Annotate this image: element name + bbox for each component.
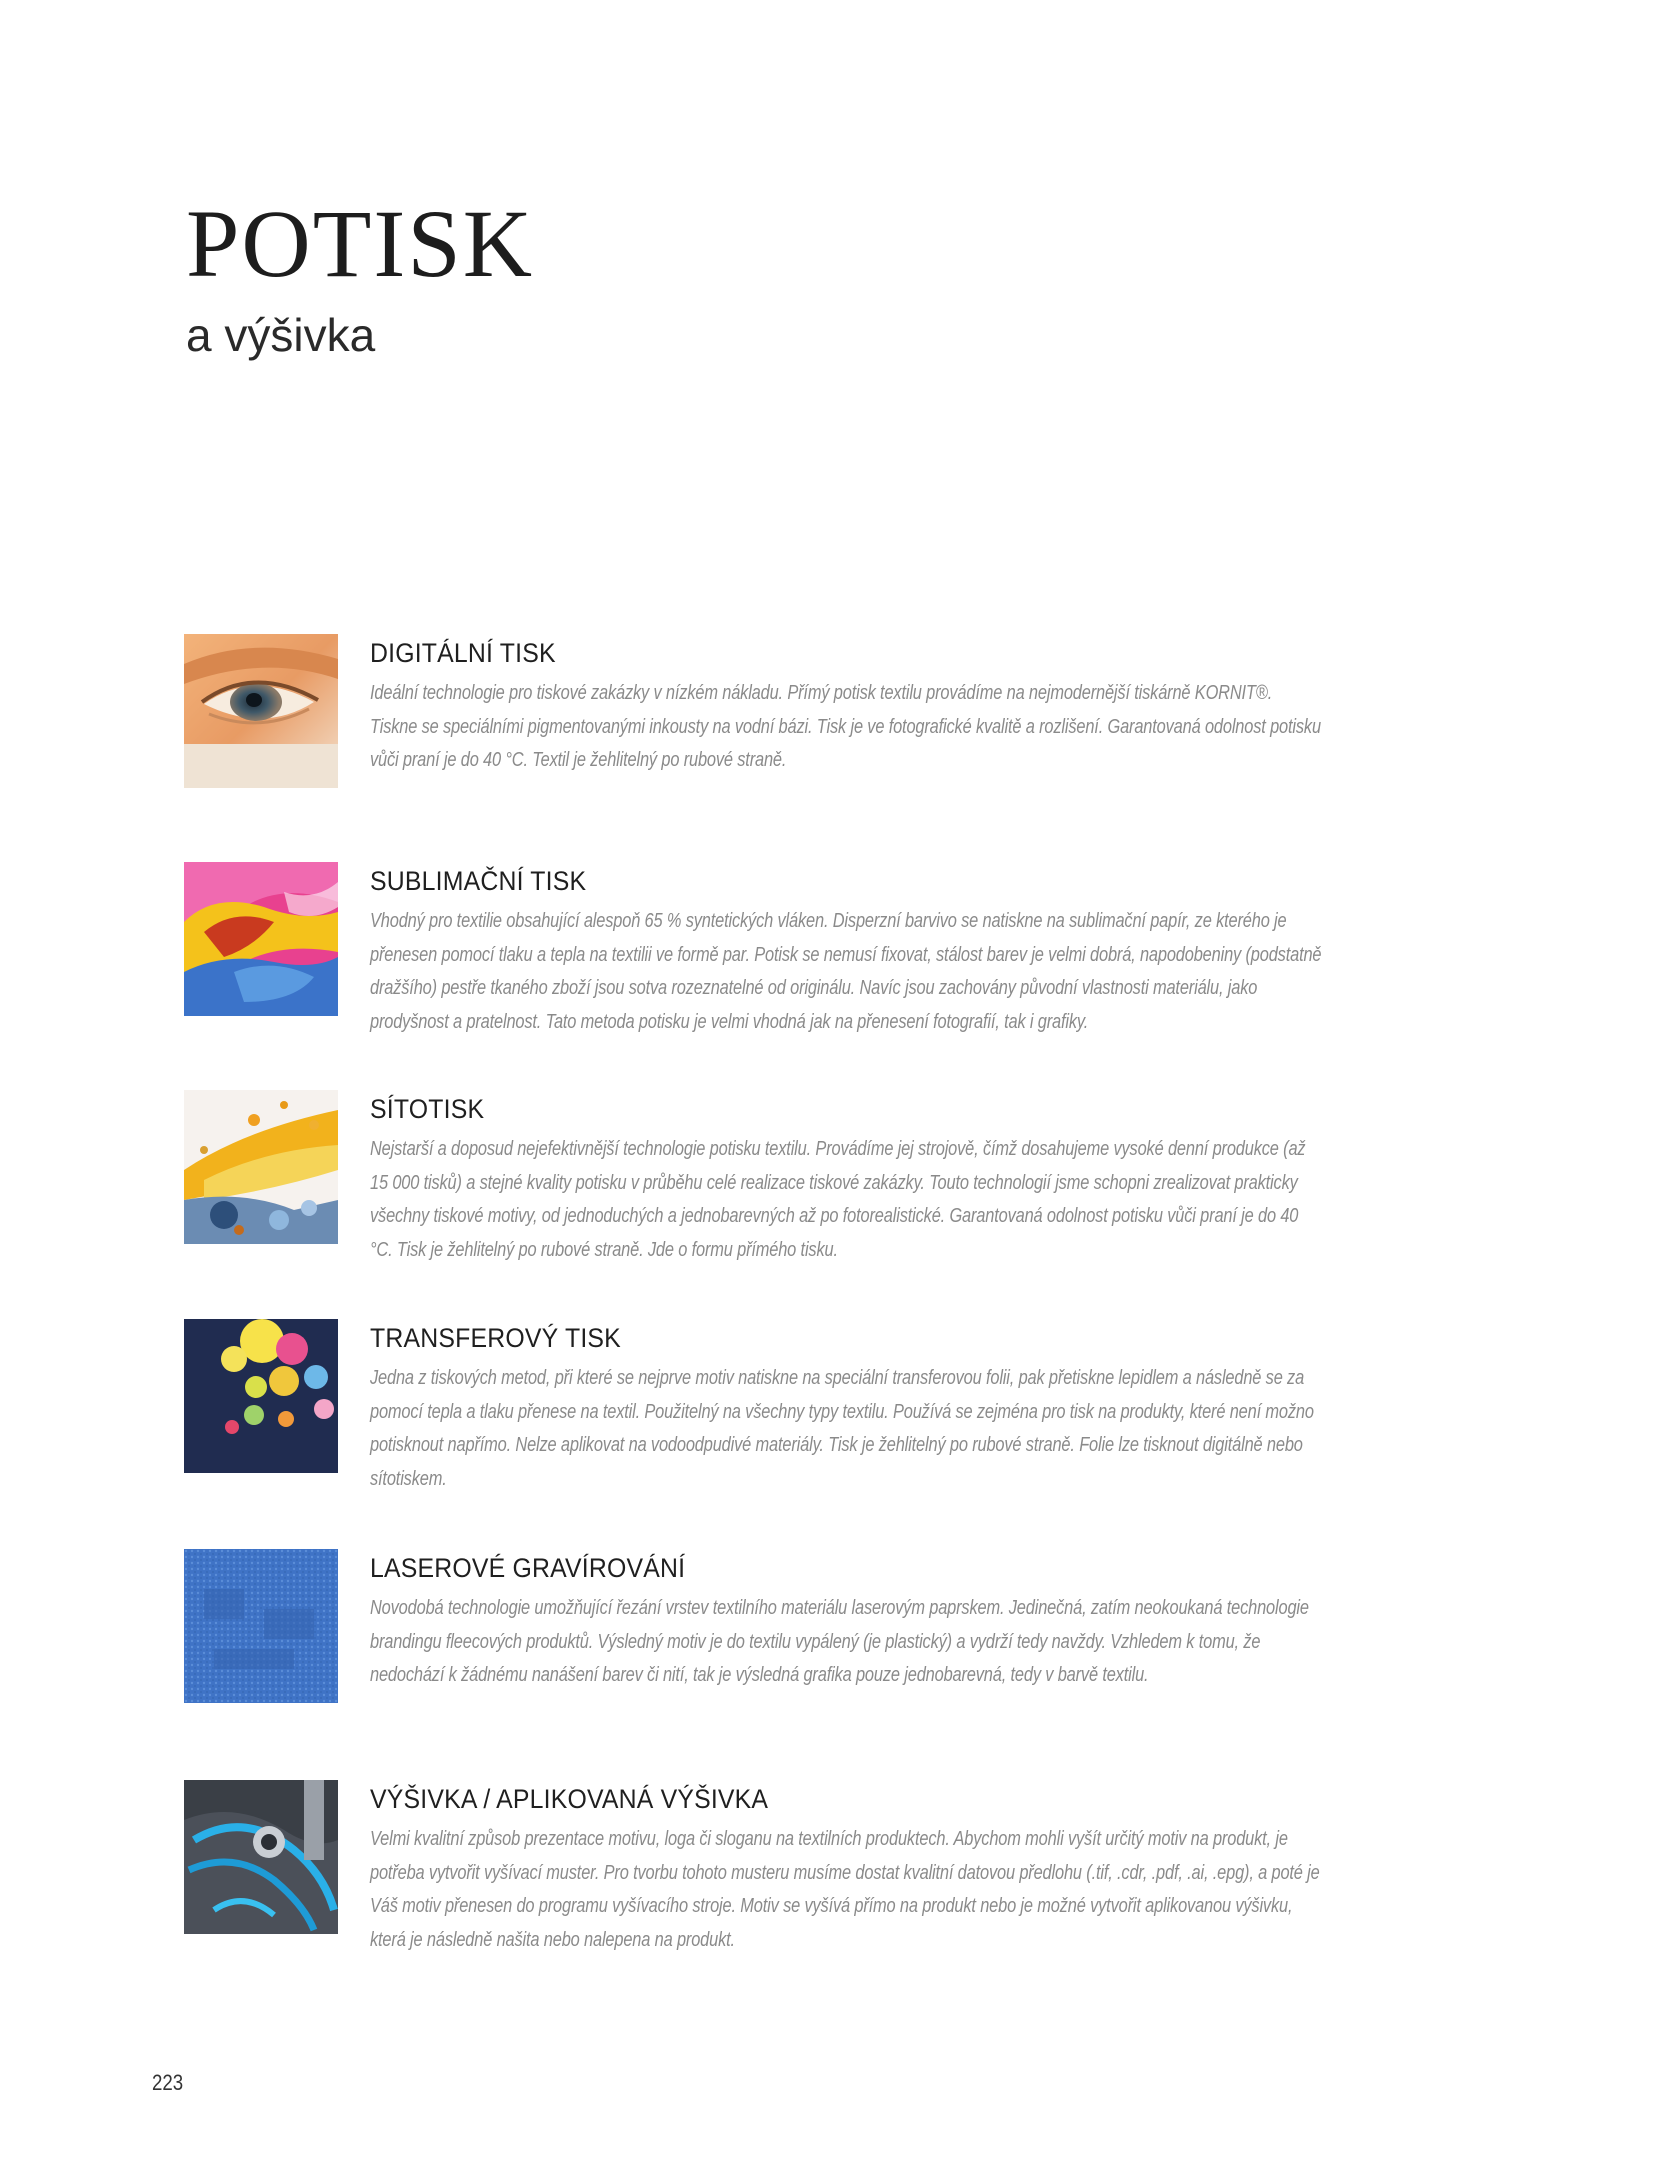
laser-engraving-photo-icon [184, 1549, 338, 1703]
section-heading: LASEROVÉ GRAVÍROVÁNÍ [370, 1553, 686, 1583]
section-heading: SÍTOTISK [370, 1094, 485, 1124]
section-sublimation-print [184, 862, 1474, 1033]
section-transfer-print [184, 1319, 1474, 1490]
section-heading: DIGITÁLNÍ TISK [370, 638, 556, 668]
page-number: 223 [152, 2070, 184, 2095]
sublimation-print-photo-icon [184, 862, 338, 1016]
eye-closeup-photo-icon [184, 634, 338, 788]
embroidery-machine-photo-icon [184, 1780, 338, 1934]
section-screen-print [184, 1090, 1474, 1261]
transfer-print-photo-icon [184, 1319, 338, 1473]
section-heading: VÝŠIVKA / APLIKOVANÁ VÝŠIVKA [370, 1784, 769, 1814]
section-heading: TRANSFEROVÝ TISK [370, 1323, 621, 1353]
section-laser-engraving [184, 1549, 1474, 1709]
page-title: POTISK [186, 190, 535, 297]
section-embroidery [184, 1780, 1474, 1951]
section-text: Jedna z tiskových metod, při které se nejprve motiv natiskne na speciální transferovou folii, pak přetiskne lepidlem a následně se za pomocí tepla a tlaku přenese na textil. Použitelný na všechny typy textilu. Používá se zejména pro tisk na produkty, které není možno potisknout napřímo. Nelze aplikovat na vodoodpudivé materiály. Tisk je žehlitelný po rubové straně. Folie lze tisknout digitálně nebo sítotiskem. [370, 1366, 1314, 1490]
screen-print-photo-icon [184, 1090, 338, 1244]
page-subtitle: a výšivka [186, 309, 376, 361]
section-text: Vhodný pro textilie obsahující alespoň 65 % syntetických vláken. Disperzní barvivo se natiskne na sublimační papír, ze kterého je přenesen pomocí tlaku a tepla na textilii ve formě par. Potisk se nemusí fixovat, stálost barev je velmi dobrá, napodobeniny (podstatně dražšího) pestře tkaného zboží jsou sotva rozeznatelné od originálu. Navíc jsou zachovány původní vlastnosti materiálu, jako prodyšnost a pratelnost. Tato metoda potisku je velmi vhodná jak na přenesení fotografií, tak i grafiky. [370, 909, 1322, 1033]
section-text: Novodobá technologie umožňující řezání vrstev textilního materiálu laserovým paprskem. Jedinečná, zatím neokoukaná technologie brandingu fleecových produktů. Výsledný motiv je do textilu vypálený (je plastický) a vydrží tedy navždy. Vzhledem k tomu, že nedochází k žádnému nanášení barev či nití, tak je výsledná grafika pouze jednobarevná, tedy v barvě textilu. [370, 1596, 1309, 1686]
section-digital-print [184, 634, 1474, 794]
section-text: Nejstarší a doposud nejefektivnější technologie potisku textilu. Provádíme jej strojově, čímž dosahujeme vysoké denní produkce (až 15 000 tisků) a stejné kvality potisku v průběhu celé realizace tiskové zakázky. Touto technologií jsme schopni zrealizovat prakticky všechny tiskové motivy, od jednoduchých a jednobarevných až po fotorealistické. Garantovaná odolnost potisku vůči praní je do 40 °C. Tisk je žehlitelný po rubové straně. Jde o formu přímého tisku. [370, 1137, 1306, 1261]
section-text: Velmi kvalitní způsob prezentace motivu, loga či sloganu na textilních produktech. Abychom mohli vyšít určitý motiv na produkt, je potřeba vytvořit vyšívací muster. Pro tvorbu tohoto musteru musíme dostat kvalitní datovou předlohu (.tif, .cdr, .pdf, .ai, .epg), a poté je Váš motiv přenesen do programu vyšívacího stroje. Motiv se vyšívá přímo na produkt nebo je možné vytvořit aplikovanou výšivku, která je následně našita nebo nalepena na produkt. [370, 1827, 1320, 1951]
section-heading: SUBLIMAČNÍ TISK [370, 866, 587, 896]
section-text: Ideální technologie pro tiskové zakázky v nízkém nákladu. Přímý potisk textilu provádíme na nejmodernější tiskárně KORNIT®. Tiskne se speciálními pigmentovanými inkousty na vodní bázi. Tisk je ve fotografické kvalitě a rozlišení. Garantovaná odolnost potisku vůči praní je do 40 °C. Textil je žehlitelný po rubové straně. [370, 681, 1321, 771]
